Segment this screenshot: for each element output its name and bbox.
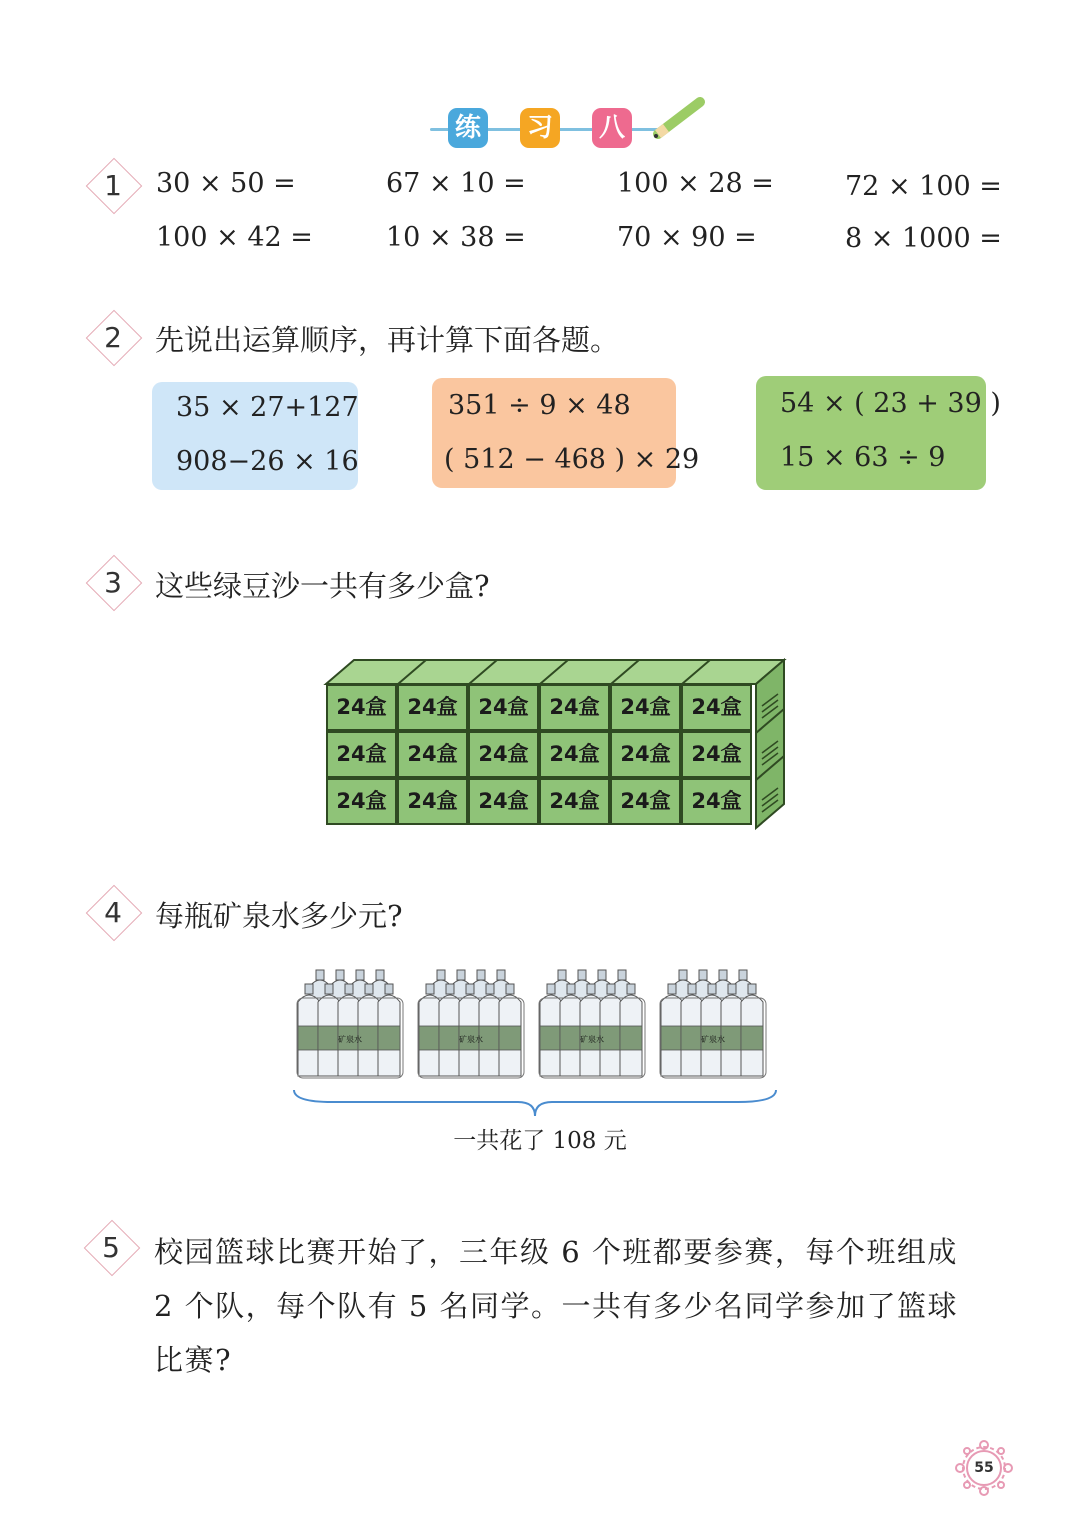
bottle-pack-icon: [296, 968, 404, 1080]
question-5-line-3: 比赛?: [154, 1343, 233, 1377]
equation: 67 × 10 =: [386, 168, 526, 199]
equation: 100 × 28 =: [617, 168, 774, 199]
question-5-line-1: 校园篮球比赛开始了，三年级 6 个班都要参赛，每个班组成: [154, 1235, 958, 1269]
box-label: 24盒: [539, 731, 610, 778]
svg-text:矿泉水: 矿泉水: [580, 1035, 604, 1044]
svg-text:矿泉水: 矿泉水: [338, 1035, 362, 1044]
box-label: 24盒: [539, 684, 610, 731]
page-number: 55: [974, 1460, 994, 1476]
bottle-pack-icon: [659, 968, 767, 1080]
expression: 35 × 27+127: [176, 392, 359, 423]
expression: 54 × ( 23 + 39 ): [780, 388, 1001, 419]
title-char-1: 练: [448, 108, 488, 148]
box-stack-illustration: [318, 652, 798, 836]
expression: 15 × 63 ÷ 9: [780, 442, 946, 473]
box-label: 24盒: [610, 778, 681, 825]
box-label: 24盒: [681, 778, 752, 825]
box-label: 24盒: [610, 684, 681, 731]
brace-icon: [292, 1088, 778, 1118]
pencil-icon: [652, 92, 712, 142]
expression: 351 ÷ 9 × 48: [448, 390, 631, 421]
bottle-pack-icon: [538, 968, 646, 1080]
box-label: 24盒: [326, 731, 397, 778]
equation: 30 × 50 =: [156, 168, 296, 199]
box-label: 24盒: [397, 778, 468, 825]
box-label: 24盒: [468, 778, 539, 825]
expression: ( 512 − 468 ) × 29: [444, 444, 700, 475]
equation: 72 × 100 =: [845, 171, 1002, 202]
expression-card-1: [152, 382, 358, 490]
question-number-2: 2: [86, 310, 142, 366]
water-pack: [538, 968, 646, 1080]
expression-card-2: [432, 378, 700, 488]
question-2-text: 先说出运算顺序，再计算下面各题。: [155, 323, 620, 357]
expression-card-3: [756, 376, 1001, 490]
box-label: 24盒: [610, 731, 681, 778]
title-char-3: 八: [592, 108, 632, 148]
svg-text:矿泉水: 矿泉水: [459, 1035, 483, 1044]
water-pack: [417, 968, 525, 1080]
question-4-text: 每瓶矿泉水多少元?: [155, 899, 403, 933]
question-number-3: 3: [86, 555, 142, 611]
question-number-4: 4: [86, 885, 142, 941]
box-label: 24盒: [326, 778, 397, 825]
equation: 10 × 38 =: [386, 222, 526, 253]
box-label: 24盒: [397, 731, 468, 778]
expression: 908−26 × 16: [176, 446, 359, 477]
box-label: 24盒: [326, 684, 397, 731]
box-label: 24盒: [468, 684, 539, 731]
box-label: 24盒: [539, 778, 610, 825]
question-number-1: 1: [86, 158, 142, 214]
equation: 100 × 42 =: [156, 222, 313, 253]
box-label: 24盒: [681, 684, 752, 731]
total-cost-caption: 一共花了 108 元: [453, 1128, 627, 1154]
question-5-line-2: 2 个队，每个队有 5 名同学。一共有多少名同学参加了篮球: [154, 1289, 959, 1323]
svg-text:矿泉水: 矿泉水: [701, 1035, 725, 1044]
title-char-2: 习: [520, 108, 560, 148]
equation: 70 × 90 =: [617, 222, 757, 253]
question-number-5: 5: [84, 1220, 140, 1276]
bottle-pack-icon: [417, 968, 525, 1080]
exercise-title: [430, 92, 700, 152]
page-number-badge: [950, 1440, 1018, 1496]
box-label: 24盒: [468, 731, 539, 778]
water-pack: [296, 968, 404, 1080]
water-pack: [659, 968, 767, 1080]
equation: 8 × 1000 =: [845, 223, 1002, 254]
box-label: 24盒: [397, 684, 468, 731]
question-3-text: 这些绿豆沙一共有多少盒?: [155, 569, 490, 603]
box-label: 24盒: [681, 731, 752, 778]
